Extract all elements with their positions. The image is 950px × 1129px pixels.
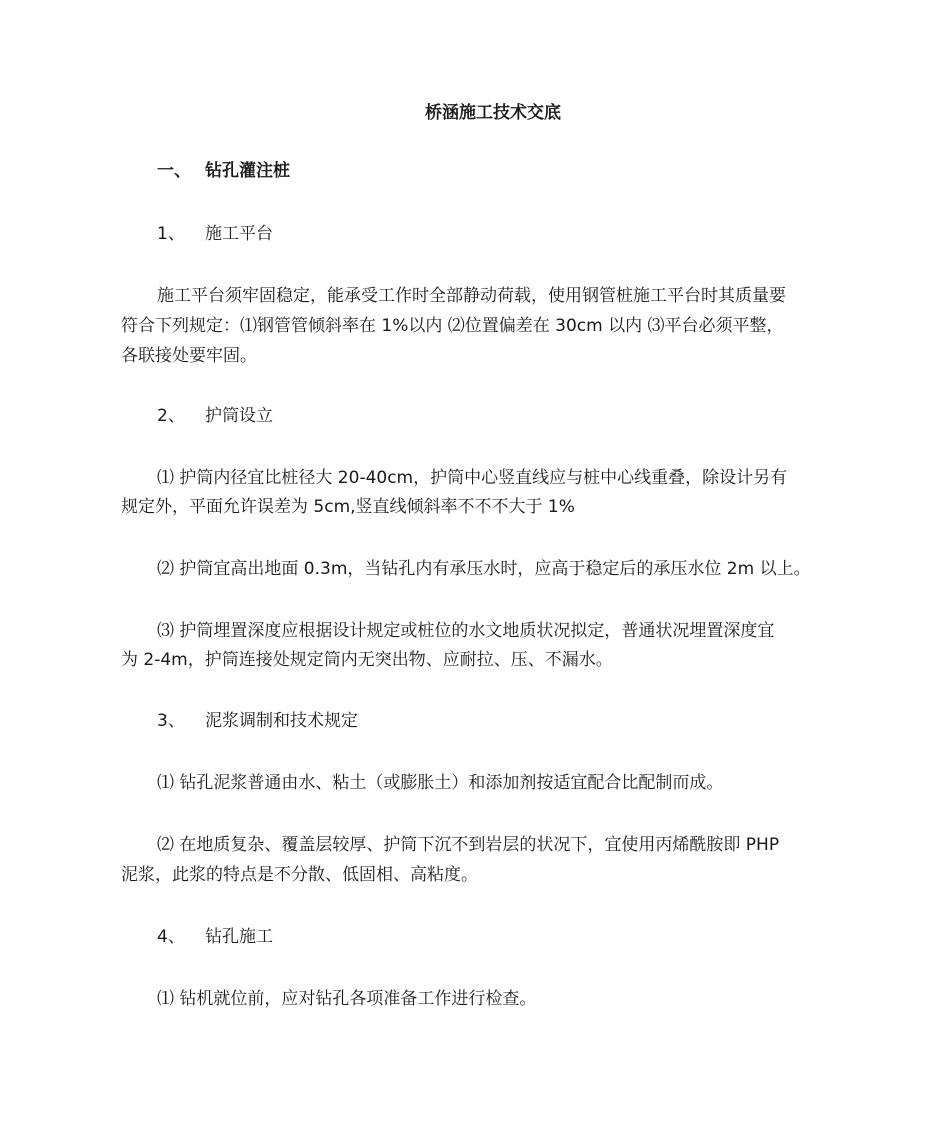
paragraph-line: 泥浆，此浆的特点是不分散、低固相、高粘度。 xyxy=(121,865,478,885)
section-title: 钻孔灌注桩 xyxy=(205,161,290,181)
paragraph-line: 规定外，平面允许误差为 5cm,竖直线倾斜率不不不大于 1% xyxy=(121,497,575,517)
paragraph-line: ⑴ 钻机就位前，应对钻孔各项准备工作进行检查。 xyxy=(157,989,537,1009)
paragraph-line: ⑵ 在地质复杂、覆盖层较厚、护筒下沉不到岩层的状况下，宜使用丙烯酰胺即 PHP xyxy=(157,835,780,855)
item-number: 1、 xyxy=(157,224,185,244)
item-title: 泥浆调制和技术规定 xyxy=(205,711,358,731)
paragraph-line: 为 2-4m，护筒连接处规定筒内无突出物、应耐拉、压、不漏水。 xyxy=(121,650,613,670)
item-heading-4 xyxy=(121,922,869,952)
document-title: 桥涵施工技术交底 xyxy=(425,103,561,123)
item-title: 钻孔施工 xyxy=(205,927,273,947)
item-title: 护筒设立 xyxy=(205,406,273,426)
item-number: 3、 xyxy=(157,711,185,731)
item-number: 2、 xyxy=(157,406,185,426)
item-heading-2 xyxy=(121,401,869,431)
item-number: 4、 xyxy=(157,927,185,947)
item-title: 施工平台 xyxy=(205,224,273,244)
item-heading-3 xyxy=(121,706,869,736)
paragraph-line: 各联接处要牢固。 xyxy=(121,346,257,366)
paragraph-line: ⑴ 钻孔泥浆普通由水、粘土（或膨胀土）和添加剂按适宜配合比配制而成。 xyxy=(157,773,724,793)
paragraph-line: ⑶ 护筒埋置深度应根据设计规定或桩位的水文地质状况拟定，普通状况埋置深度宜 xyxy=(157,621,775,641)
section-number: 一、 xyxy=(157,161,191,181)
paragraph-line: ⑵ 护筒宜高出地面 0.3m，当钻孔内有承压水时，应高于稳定后的承压水位 2m 以上。 xyxy=(157,559,811,579)
paragraph-line: 符合下列规定：⑴钢管管倾斜率在 1%以内 ⑵位置偏差在 30cm 以内 ⑶平台必须平整， xyxy=(121,316,784,336)
section-heading-1 xyxy=(121,156,869,186)
paragraph-line: ⑴ 护筒内径宜比桩径大 20-40cm，护筒中心竖直线应与桩中心线重叠，除设计另有 xyxy=(157,468,788,488)
paragraph-line: 施工平台须牢固稳定，能承受工作时全部静动荷载，使用钢管桩施工平台时其质量要 xyxy=(157,286,786,306)
item-heading-1 xyxy=(121,219,869,249)
